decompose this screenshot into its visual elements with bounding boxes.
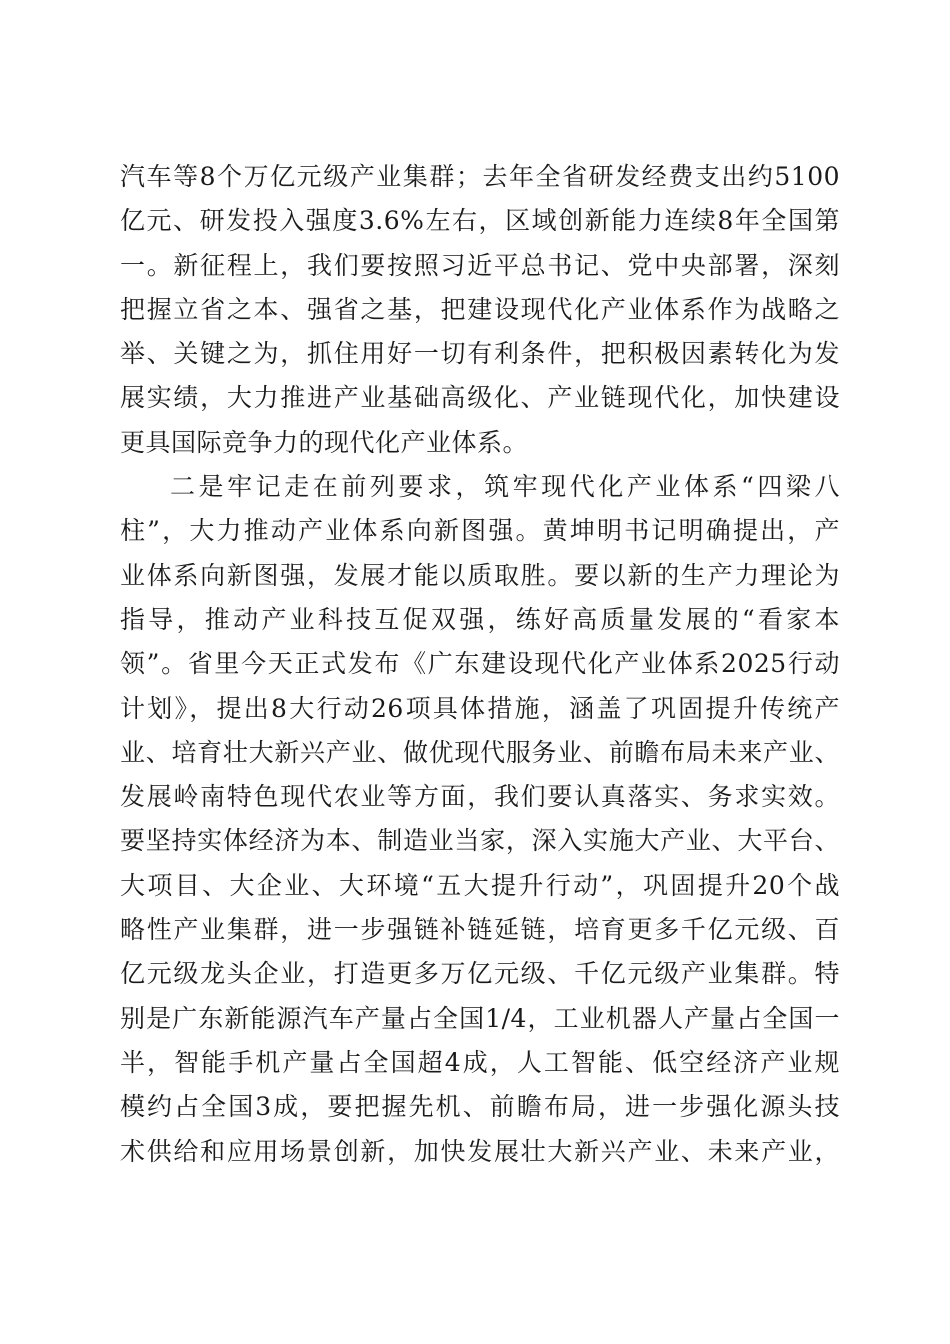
text-line: 一。新征程上，我们要按照习近平总书记、党中央部署，深刻 xyxy=(120,250,840,280)
text-line: 略性产业集群，进一步强链补链延链，培育更多千亿元级、百 xyxy=(120,915,840,945)
text-line: 举、关键之为，抓住用好一切有利条件，把积极因素转化为发 xyxy=(120,339,840,369)
text-line: 别是广东新能源汽车产量占全国1/4，工业机器人产量占全国一 xyxy=(120,1003,840,1033)
text-line: 展实绩，大力推进产业基础高级化、产业链现代化，加快建设 xyxy=(120,383,840,413)
text-line: 模约占全国3成，要把握先机、前瞻布局，进一步强化源头技 xyxy=(120,1092,840,1122)
text-line: 业体系向新图强，发展才能以质取胜。要以新的生产力理论为 xyxy=(120,560,840,590)
text-line: 领”。省里今天正式发布《广东建设现代化产业体系2025行动 xyxy=(120,649,840,679)
text-line: 大项目、大企业、大环境“五大提升行动”，巩固提升20个战 xyxy=(120,870,840,900)
text-line: 柱”，大力推动产业体系向新图强。黄坤明书记明确提出，产 xyxy=(120,516,840,546)
text-line: 汽车等8个万亿元级产业集群；去年全省研发经费支出约5100 xyxy=(120,162,840,191)
text-line: 术供给和应用场景创新，加快发展壮大新兴产业、未来产业， xyxy=(120,1136,840,1166)
text-line: 要坚持实体经济为本、制造业当家，深入实施大产业、大平台、 xyxy=(120,826,840,856)
text-line: 半，智能手机产量占全国超4成，人工智能、低空经济产业规 xyxy=(120,1047,840,1077)
text-line: 把握立省之本、强省之基，把建设现代化产业体系作为战略之 xyxy=(120,294,840,324)
text-line: 发展岭南特色现代农业等方面，我们要认真落实、务求实效。 xyxy=(120,782,840,812)
paragraph-start-line: 二是牢记走在前列要求，筑牢现代化产业体系“四梁八 xyxy=(170,472,840,502)
text-line: 业、培育壮大新兴产业、做优现代服务业、前瞻布局未来产业、 xyxy=(120,737,840,767)
text-line: 亿元级龙头企业，打造更多万亿元级、千亿元级产业集群。特 xyxy=(120,959,840,989)
text-line: 更具国际竞争力的现代化产业体系。 xyxy=(120,427,529,457)
text-line: 亿元、研发投入强度3.6%左右，区域创新能力连续8年全国第 xyxy=(120,206,840,236)
text-line: 指导，推动产业科技互促双强，练好高质量发展的“看家本 xyxy=(120,604,840,634)
text-line: 计划》，提出8大行动26项具体措施，涵盖了巩固提升传统产 xyxy=(120,693,840,723)
body-text xyxy=(120,155,840,1174)
